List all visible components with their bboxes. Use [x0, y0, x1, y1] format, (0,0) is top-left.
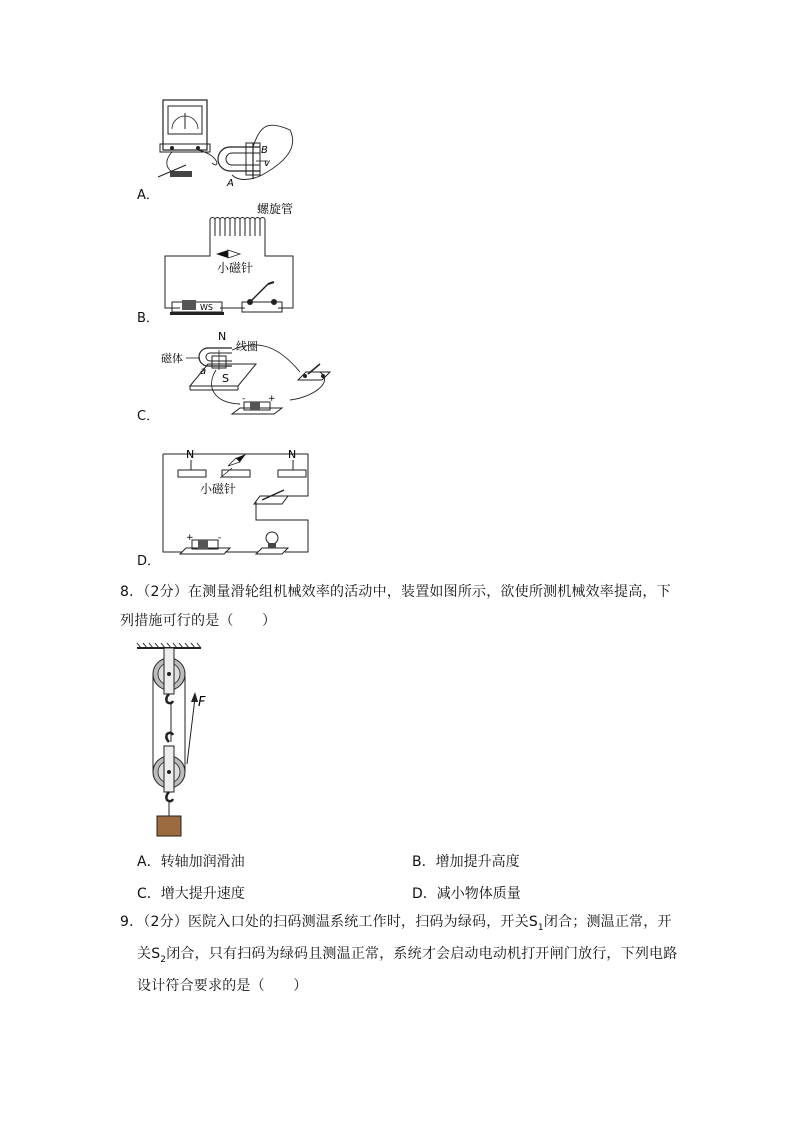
label-n: N — [218, 330, 227, 343]
label-needle: 小磁针 — [217, 261, 254, 275]
label-minus-c: - — [242, 394, 246, 404]
bulb-base — [256, 548, 288, 554]
q9-line-1-b: 闭合；测温正常，开 — [543, 914, 672, 930]
label-s: S — [222, 372, 229, 385]
label-plus-d: + — [186, 533, 194, 543]
option-c-letter: C． — [137, 409, 160, 424]
rheostat — [172, 302, 222, 312]
weight-block — [157, 816, 181, 836]
compass-needle — [216, 250, 228, 258]
svg-text:WS: WS — [200, 303, 213, 312]
magnet-pole-2 — [278, 470, 306, 477]
option-a-letter: A． — [137, 188, 159, 203]
q8-choice-c[interactable]: C．增大提升速度 — [137, 886, 245, 902]
needle-stand — [222, 470, 250, 477]
pull-rope — [187, 698, 195, 764]
q8-choice-a[interactable]: A．转轴加润滑油 — [137, 854, 245, 870]
option-b-letter: B． — [137, 311, 159, 326]
label-b: B — [261, 145, 268, 156]
label-n1: N — [186, 448, 195, 461]
q8-line-2: 列措施可行的是（ ） — [120, 613, 277, 629]
switch-d — [254, 496, 288, 504]
force-label: F — [198, 695, 206, 710]
switch-c — [298, 372, 330, 380]
u-magnet-c — [199, 348, 232, 366]
label-a-c: a — [200, 366, 207, 377]
solenoid-coil — [210, 218, 265, 239]
label-magnet: 磁体 — [161, 352, 183, 365]
figure-option-d — [160, 440, 320, 562]
label-a: A — [227, 178, 234, 189]
option-d-letter: D． — [137, 554, 161, 569]
label-v: v — [264, 158, 270, 169]
q9-s2-sub: 2 — [160, 954, 167, 965]
label-needle-d: 小磁针 — [200, 482, 237, 496]
force-arrow — [191, 692, 198, 702]
q9-line-1-a: 9．（2分）医院入口处的扫码测温系统工作时，扫码为绿码，开关S — [120, 914, 538, 930]
circuit-wire-d — [163, 454, 308, 552]
label-minus-d: - — [218, 533, 222, 543]
q8-choice-b[interactable]: B．增加提升高度 — [412, 854, 520, 870]
switch — [170, 171, 192, 177]
q9-s1-sub: 1 — [537, 922, 544, 933]
bulb-icon — [266, 532, 278, 544]
q9-line-2-b: 闭合，只有扫码为绿码且测温正常，系统才会启动电动机打开闸门放行，下列电路 — [166, 946, 678, 962]
q8-choice-d[interactable]: D．减小物体质量 — [412, 886, 521, 902]
label-solenoid: 螺旋管 — [257, 202, 294, 216]
magnet-pole-1 — [178, 470, 206, 477]
label-plus-c: + — [268, 394, 276, 404]
q9-line-3: 设计符合要求的是（ ） — [137, 978, 308, 994]
label-n2: N — [288, 448, 297, 461]
figure-option-a — [150, 95, 300, 195]
figure-pulley — [135, 642, 235, 842]
label-coil: 线圈 — [236, 340, 258, 353]
u-magnet — [218, 147, 260, 171]
q9-line-2-a: 关S — [137, 946, 161, 962]
figure-option-c — [160, 328, 350, 423]
figure-option-b — [160, 198, 310, 323]
q8-line-1: 8．（2分）在测量滑轮组机械效率的活动中，装置如图所示，欲使所测机械效率提高，下 — [120, 584, 671, 600]
